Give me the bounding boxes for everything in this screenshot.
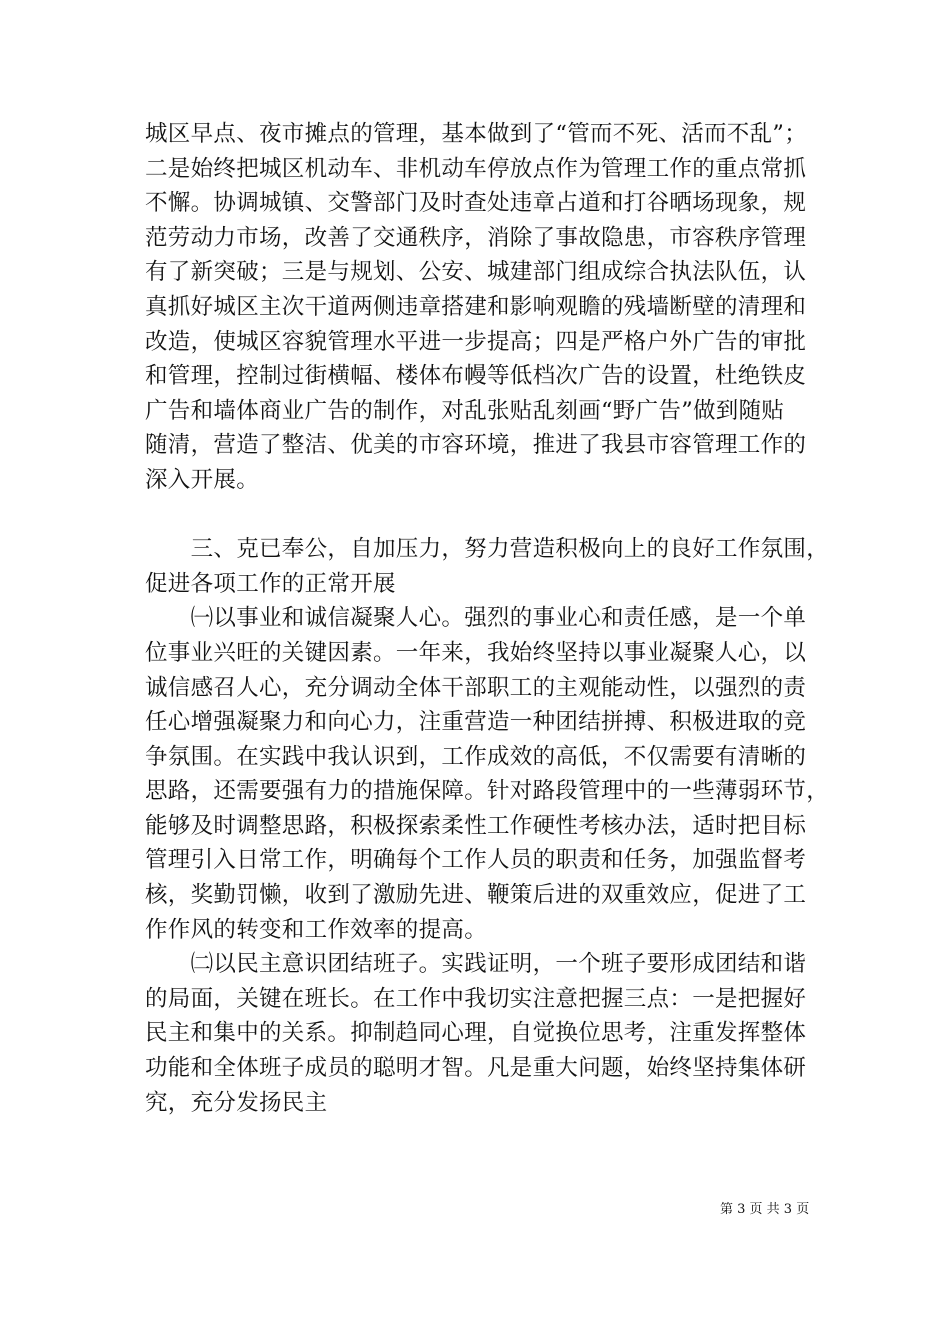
text-line: ㈠以事业和诚信凝聚人心。强烈的事业心和责任感，是一个单 xyxy=(145,605,807,632)
text-line: 思路，还需要强有力的措施保障。针对路段管理中的一些薄弱环节， xyxy=(145,778,830,805)
text-line: 争氛围。在实践中我认识到，工作成效的高低，不仅需要有清晰的 xyxy=(145,743,807,770)
text-line: 广告和墙体商业广告的制作，对乱张贴乱刻画“野广告”做到随贴 xyxy=(145,397,785,424)
text-line: 范劳动力市场，改善了交通秩序，消除了事故隐患，市容秩序管理 xyxy=(145,224,807,251)
text-line: 城区早点、夜市摊点的管理，基本做到了“管而不死、活而不乱”； xyxy=(145,121,808,147)
page-number-footer: 第 3 页 共 3 页 xyxy=(720,1202,810,1217)
text-line: 促进各项工作的正常开展 xyxy=(145,570,396,597)
text-line: 随清，营造了整洁、优美的市容环境，推进了我县市容管理工作的 xyxy=(145,432,807,459)
text-line: 二是始终把城区机动车、非机动车停放点作为管理工作的重点常抓 xyxy=(145,155,807,182)
text-line: 诚信感召人心，充分调动全体干部职工的主观能动性，以强烈的责 xyxy=(145,674,807,701)
text-line: 不懈。协调城镇、交警部门及时查处违章占道和打谷晒场现象，规 xyxy=(145,190,807,217)
text-line: 功能和全体班子成员的聪明才智。凡是重大问题，始终坚持集体研 xyxy=(145,1055,807,1082)
text-line: ㈡以民主意识团结班子。实践证明，一个班子要形成团结和谐 xyxy=(145,951,807,978)
text-line: 管理引入日常工作，明确每个工作人员的职责和任务，加强监督考 xyxy=(145,847,807,874)
text-line: 真抓好城区主次干道两侧违章搭建和影响观瞻的残墙断壁的清理和 xyxy=(145,293,807,320)
text-line: 能够及时调整思路，积极探索柔性工作硬性考核办法，适时把目标 xyxy=(145,812,807,839)
text-line xyxy=(145,498,810,533)
text-line: 任心增强凝聚力和向心力，注重营造一种团结拼搏、积极进取的竞 xyxy=(145,709,807,736)
text-line: 究，充分发扬民主 xyxy=(145,1089,328,1116)
text-line: 的局面，关键在班长。在工作中我切实注意把握三点：一是把握好 xyxy=(145,985,807,1012)
text-line: 作作风的转变和工作效率的提高。 xyxy=(145,916,488,943)
text-line: 民主和集中的关系。抑制趋同心理，自觉换位思考，注重发挥整体 xyxy=(145,1020,807,1047)
text-line: 改造，使城区容貌管理水平进一步提高；四是严格户外广告的审批 xyxy=(145,328,807,355)
text-line: 有了新突破；三是与规划、公安、城建部门组成综合执法队伍，认 xyxy=(145,259,807,286)
text-line: 三、克已奉公，自加压力，努力营造积极向上的良好工作氛围， xyxy=(145,536,830,563)
document-body xyxy=(145,117,830,1120)
text-line: 位事业兴旺的关键因素。一年来，我始终坚持以事业凝聚人心，以 xyxy=(145,639,807,666)
text-line: 深入开展。 xyxy=(145,466,260,493)
text-line: 和管理，控制过街横幅、楼体布幔等低档次广告的设置，杜绝铁皮 xyxy=(145,363,807,390)
text-line: 核，奖勤罚懒，收到了激励先进、鞭策后进的双重效应，促进了工 xyxy=(145,882,807,909)
